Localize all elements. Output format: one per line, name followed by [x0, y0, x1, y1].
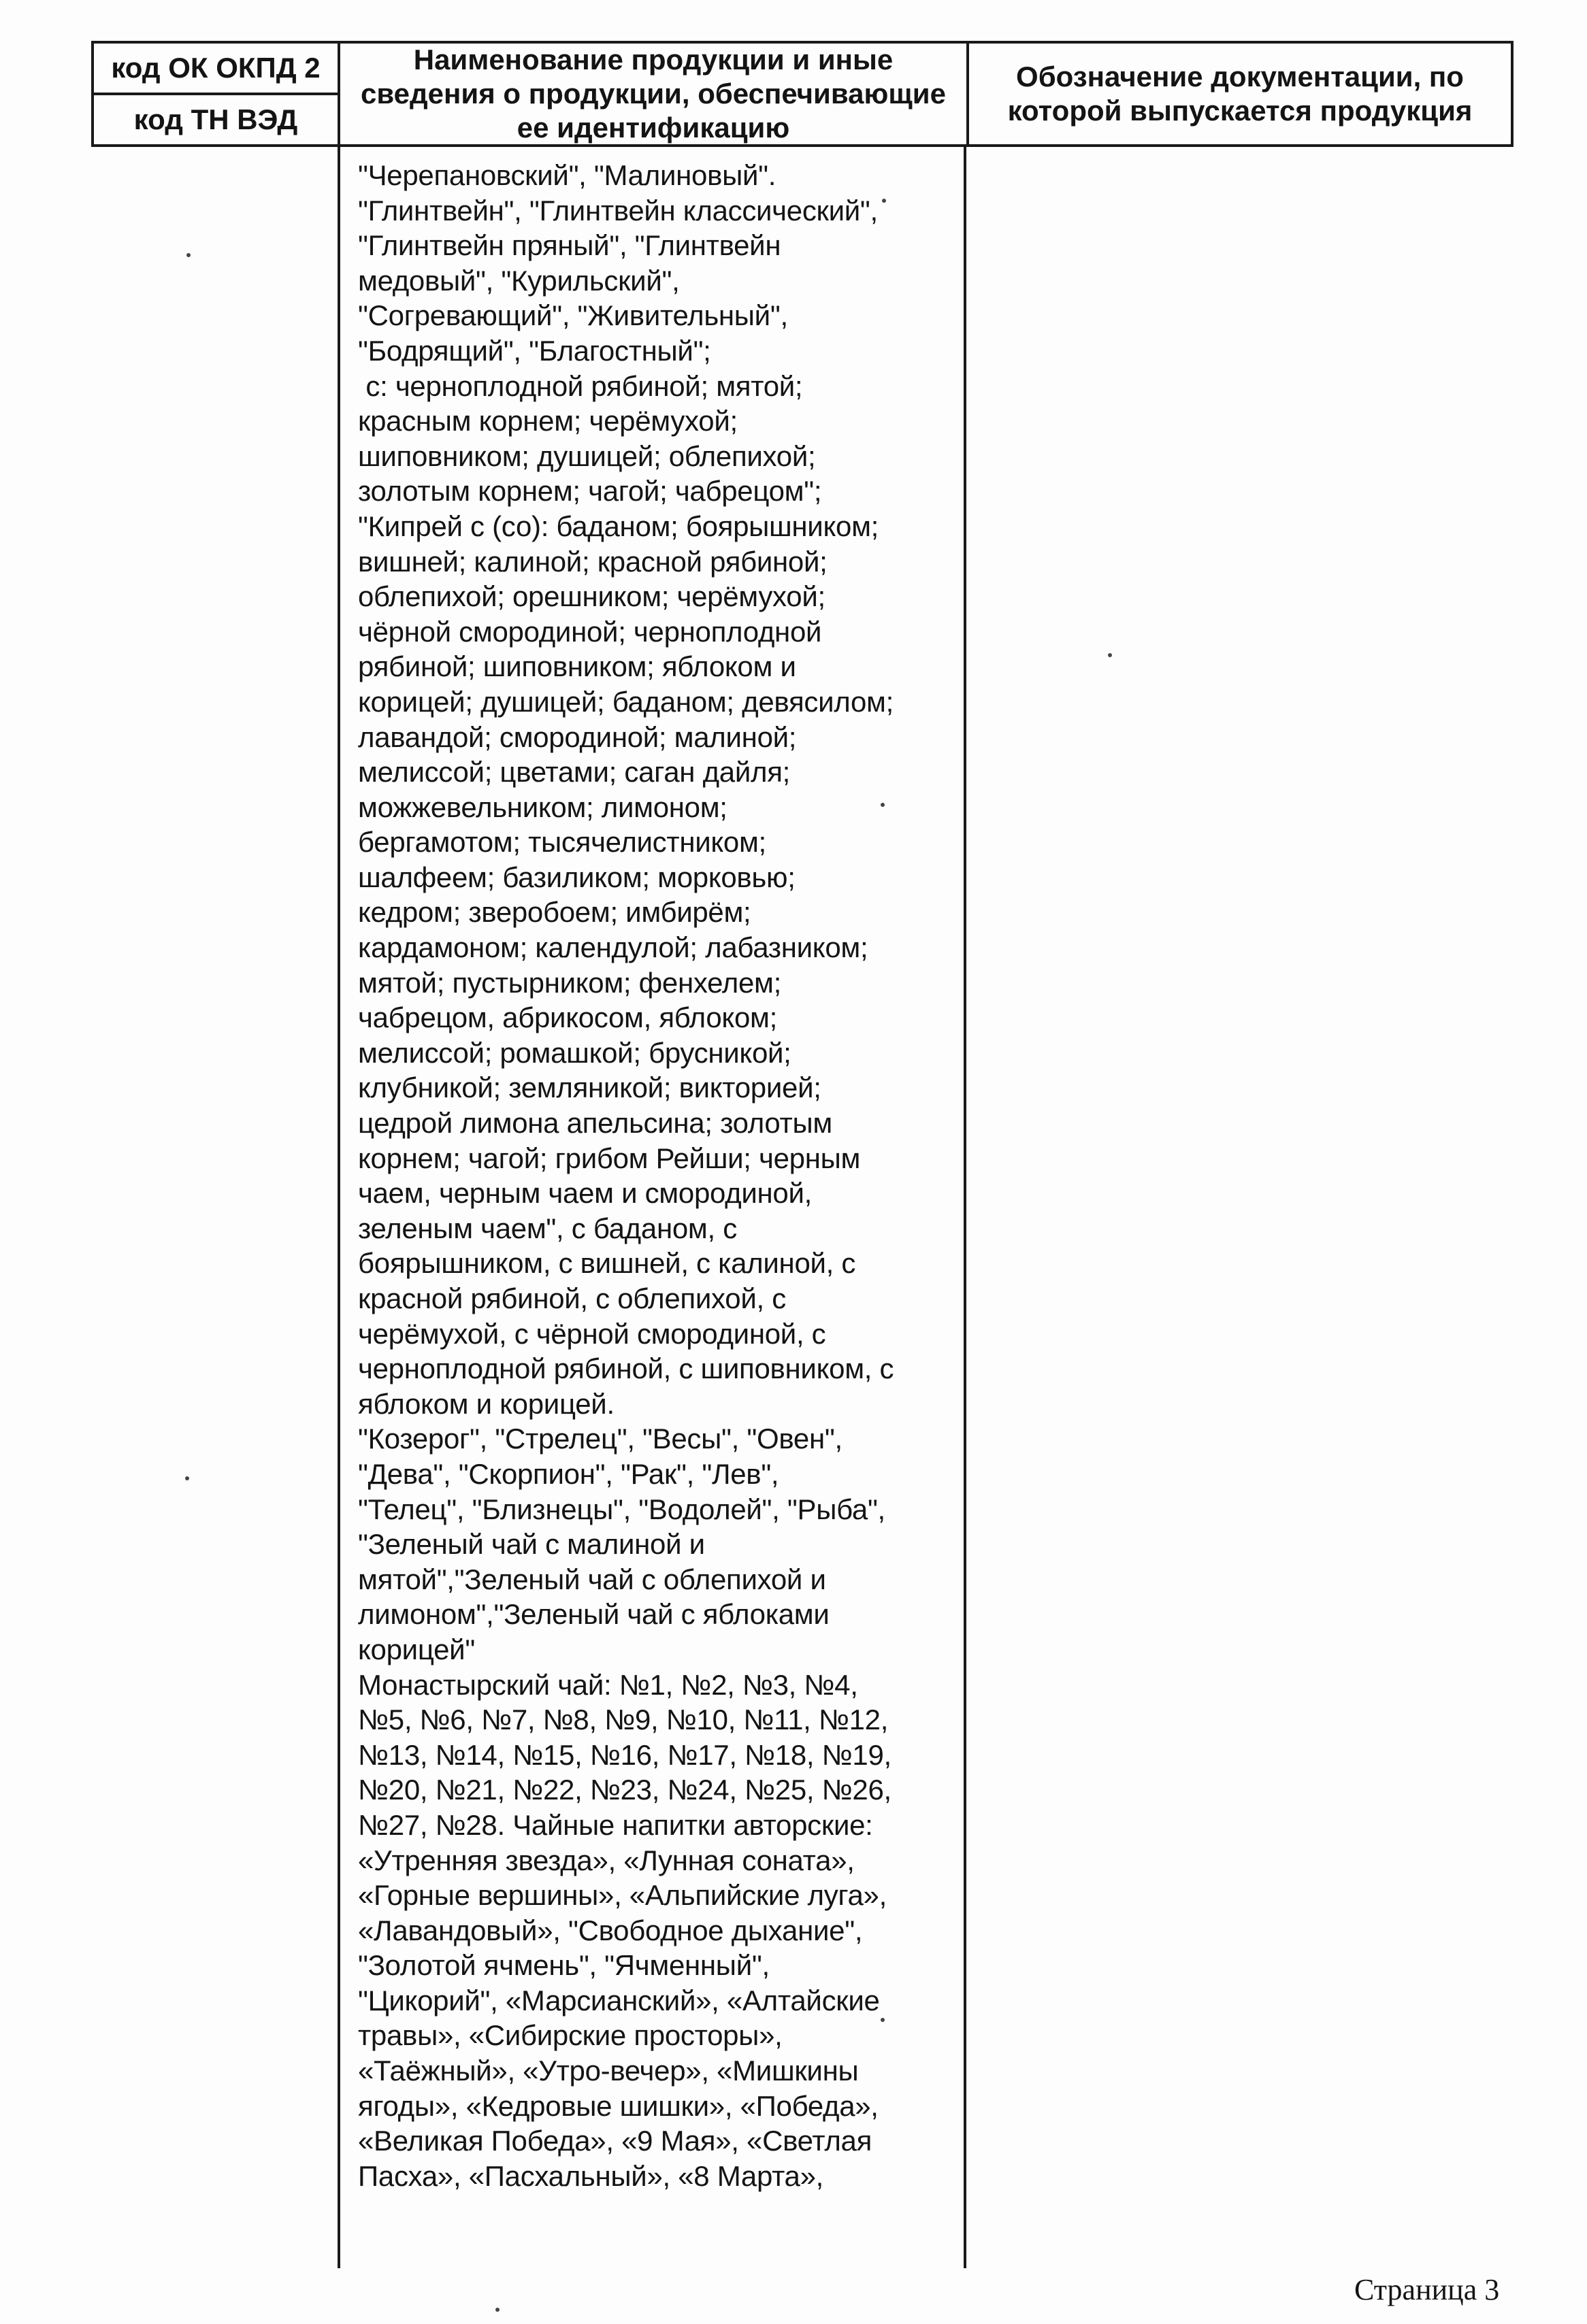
text-line: лавандой; смородиной; малиной; [358, 720, 797, 753]
text-line: красной рябиной, с облепихой, с [358, 1282, 786, 1314]
text-line: чаем, черным чаем и смородиной, [358, 1177, 812, 1210]
scan-speck [1108, 653, 1112, 657]
text-line: мятой; пустырником; фенхелем; [358, 966, 781, 999]
text-line: "Телец", "Близнецы", "Водолей", "Рыба", [358, 1493, 885, 1525]
product-description [358, 158, 957, 2193]
text-line: №5, №6, №7, №8, №9, №10, №11, №12, [358, 1704, 889, 1736]
text-line: «Горные вершины», «Альпийские луга», [358, 1879, 887, 1912]
text-line: "Глинтвейн", "Глинтвейн классический", [358, 194, 878, 227]
text-line: «Таёжный», «Утро-вечер», «Мишкины [358, 2055, 859, 2087]
text-line: лимоном","Зеленый чай с яблоками [358, 1598, 830, 1631]
header-okpd-code: код ОК ОКПД 2 [94, 44, 338, 95]
column-divider-right [964, 146, 966, 2268]
header-code-column [94, 44, 340, 144]
text-line: "Цикорий", «Марсианский», «Алтайские [358, 1984, 880, 2016]
text-line: кедром; зверобоем; имбирём; [358, 896, 751, 929]
header-documentation: Обозначение документации, по которой выпускается продукция [1007, 61, 1473, 127]
text-line: мелиссой; ромашкой; брусникой; [358, 1036, 791, 1069]
text-line: "Глинтвейн пряный", "Глинтвейн [358, 229, 781, 262]
text-line: медовый", "Курильский", [358, 264, 680, 297]
scan-speck [185, 1476, 189, 1480]
header-product-name: Наименование продукции и иные сведения о продукции, обеспечивающие ее идентификацию [340, 44, 969, 144]
scan-speck [882, 199, 886, 203]
column-divider-left [338, 146, 340, 2268]
text-line: облепихой; орешником; черёмухой; [358, 580, 825, 613]
text-line: №27, №28. Чайные напитки авторские: [358, 1808, 873, 1841]
text-line: "Зеленый чай с малиной и [358, 1528, 705, 1561]
text-line: черёмухой, с чёрной смородиной, с [358, 1317, 826, 1350]
text-line: «Великая Победа», «9 Мая», «Светлая [358, 2125, 872, 2157]
text-line: бергамотом; тысячелистником; [358, 826, 766, 859]
text-line: с: черноплодной рябиной; мятой; [358, 369, 803, 402]
text-line: чёрной смородиной; черноплодной [358, 615, 822, 648]
text-line: «Утренняя звезда», «Лунная соната», [358, 1844, 855, 1876]
text-line: яблоком и корицей. [358, 1387, 615, 1420]
text-line: №20, №21, №22, №23, №24, №25, №26, [358, 1774, 891, 1806]
header-table [91, 41, 1514, 147]
text-line: вишней; калиной; красной рябиной; [358, 545, 828, 578]
text-line: корнем; чагой; грибом Рейши; черным [358, 1142, 861, 1174]
text-line: клубникой; земляникой; викторией; [358, 1072, 821, 1104]
text-line: №13, №14, №15, №16, №17, №18, №19, [358, 1738, 891, 1771]
page-number: Страница 3 [1354, 2273, 1500, 2306]
text-line: "Золотой ячмень", "Ячменный", [358, 1949, 770, 1982]
text-line: корицей; душицей; баданом; девясилом; [358, 685, 894, 718]
text-line: цедрой лимона апельсина; золотым [358, 1107, 832, 1140]
text-line: "Козерог", "Стрелец", "Весы", "Овен", [358, 1423, 842, 1455]
text-line: мелиссой; цветами; саган дайля; [358, 756, 791, 788]
text-line: «Лавандовый», "Свободное дыхание", [358, 1914, 863, 1946]
text-line: Монастырский чай: №1, №2, №3, №4, [358, 1668, 858, 1701]
text-line: Пасха», «Пасхальный», «8 Марта», [358, 2159, 824, 2192]
text-line: "Согревающий", "Живительный", [358, 299, 788, 332]
text-line: красным корнем; черёмухой; [358, 405, 738, 437]
scan-speck [881, 2018, 885, 2022]
text-line: кардамоном; календулой; лабазником; [358, 931, 868, 964]
text-line: "Кипрей с (со): баданом; боярышником; [358, 510, 879, 542]
text-line: шалфеем; базиликом; морковью; [358, 861, 796, 893]
text-line: "Черепановский", "Малиновый". [358, 159, 776, 191]
scan-speck [186, 253, 191, 257]
scan-speck [881, 803, 885, 807]
text-line: корицей" [358, 1633, 475, 1665]
text-line: золотым корнем; чагой; чабрецом"; [358, 475, 822, 508]
text-line: ягоды», «Кедровые шишки», «Победа», [358, 2089, 879, 2122]
text-line: рябиной; шиповником; яблоком и [358, 650, 796, 683]
text-line: "Бодрящий", "Благостный"; [358, 334, 711, 367]
text-line: можжевельником; лимоном; [358, 791, 727, 823]
text-line: боярышником, с вишней, с калиной, с [358, 1247, 856, 1280]
text-line: травы», «Сибирские просторы», [358, 2019, 783, 2052]
text-line: мятой","Зеленый чай с облепихой и [358, 1563, 826, 1595]
text-line: чабрецом, абрикосом, яблоком; [358, 1001, 777, 1034]
text-line: черноплодной рябиной, с шиповником, с [358, 1352, 894, 1385]
text-line: шиповником; душицей; облепихой; [358, 439, 816, 472]
text-line: зеленым чаем", с баданом, с [358, 1212, 737, 1244]
scan-speck [495, 2308, 500, 2312]
text-line: "Дева", "Скорпион", "Рак", "Лев", [358, 1457, 779, 1490]
header-tn-ved-code: код ТН ВЭД [133, 103, 298, 135]
